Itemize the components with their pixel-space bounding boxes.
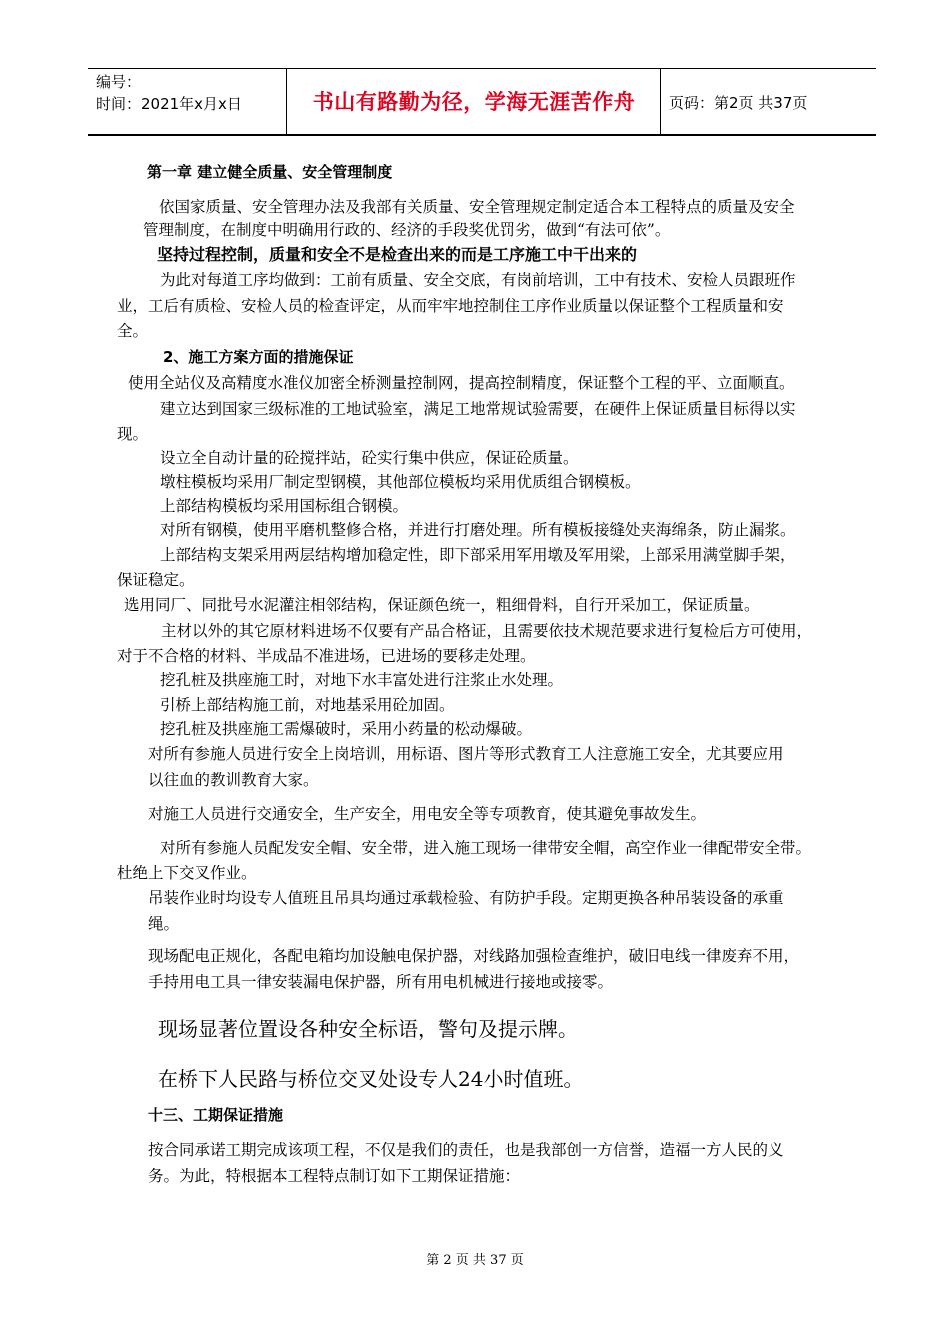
paragraph-11-line-2: 对于不合格的材料、半成品不准进场，已进场的要移走处理。 bbox=[117, 647, 536, 665]
paragraph-11-line-1: 主材以外的其它原材料进场不仅要有产品合格证，且需要依技术规范要求进行复检后方可使用， bbox=[161, 622, 813, 640]
paragraph-17-line-2: 杜绝上下交叉作业。 bbox=[117, 864, 257, 882]
paragraph-9-line-2: 保证稳定。 bbox=[117, 571, 195, 589]
paragraph-1-line-2: 管理制度，在制度中明确用行政的、经济的手段奖优罚劣，做到“有法可依”。 bbox=[143, 221, 671, 239]
paragraph-9-line-1: 上部结构支架采用两层结构增加稳定性，即下部采用军用墩及军用梁，上部采用满堂脚手架， bbox=[160, 546, 796, 564]
paragraph-2-line-2: 业，工后有质检、安检人员的检查评定，从而牢牢地控制住工序作业质量以保证整个工程质量和安 bbox=[117, 297, 784, 315]
paragraph-19-line-2: 手持用电工具一律安装漏电保护器，所有用电机械进行接地或接零。 bbox=[148, 973, 614, 991]
paragraph-2-line-3: 全。 bbox=[117, 322, 149, 340]
paragraph-16: 对施工人员进行交通安全，生产安全，用电安全等专项教育，使其避免事故发生。 bbox=[148, 805, 707, 823]
paragraph-22-line-1: 按合同承诺工期完成该项工程，不仅是我们的责任，也是我部创一方信誉，造福一方人民的义 bbox=[148, 1141, 784, 1159]
paragraph-10: 选用同厂、同批号水泥灌注相邻结构，保证颜色统一，粗细骨料，自行开采加工，保证质量。 bbox=[124, 596, 760, 614]
time-label: 时间：2021年x月x日 bbox=[96, 95, 242, 113]
paragraph-21: 在桥下人民路与桥位交叉处设专人24小时值班。 bbox=[158, 1067, 584, 1091]
header-top-rule bbox=[88, 68, 876, 69]
paragraph-1-line-1: 依国家质量、安全管理办法及我部有关质量、安全管理规定制定适合本工程特点的质量及安全 bbox=[159, 198, 795, 216]
paragraph-20: 现场显著位置设各种安全标语，警句及提示牌。 bbox=[158, 1017, 578, 1041]
section-13-heading: 十三、工期保证措施 bbox=[148, 1106, 284, 1124]
paragraph-15-line-2: 以往血的教训教育大家。 bbox=[148, 771, 319, 789]
paragraph-4-line-2: 现。 bbox=[117, 425, 149, 443]
header-bottom-rule bbox=[88, 134, 876, 136]
paragraph-2-line-1: 为此对每道工序均做到：工前有质量、安全交底，有岗前培训，工中有技术、安检人员跟班作 bbox=[160, 271, 796, 289]
header-divider-left bbox=[286, 68, 287, 135]
paragraph-15-line-1: 对所有参施人员进行安全上岗培训，用标语、图片等形式教育工人注意施工安全，尤其要应用 bbox=[148, 745, 784, 763]
header-meta bbox=[96, 71, 242, 115]
paragraph-18-line-2: 绳。 bbox=[148, 915, 180, 933]
section-2-heading: 2、施工方案方面的措施保证 bbox=[163, 348, 354, 366]
paragraph-12: 挖孔桩及拱座施工时，对地下水丰富处进行注浆止水处理。 bbox=[160, 671, 564, 689]
page-footer: 第 2 页 共 37 页 bbox=[426, 1253, 524, 1268]
paragraph-6: 墩柱模板均采用厂制定型钢模，其他部位模板均采用优质组合钢模板。 bbox=[160, 473, 641, 491]
paragraph-17-line-1: 对所有参施人员配发安全帽、安全带，进入施工现场一律带安全帽，高空作业一律配带安全带。 bbox=[160, 839, 812, 857]
chapter-heading: 第一章 建立健全质量、安全管理制度 bbox=[147, 163, 393, 181]
process-heading: 坚持过程控制，质量和安全不是检查出来的而是工序施工中干出来的 bbox=[157, 245, 638, 264]
paragraph-13: 引桥上部结构施工前，对地基采用砼加固。 bbox=[160, 696, 455, 714]
paragraph-22-line-2: 务。为此，特根据本工程特点制订如下工期保证措施： bbox=[148, 1167, 521, 1185]
code-label: 编号： bbox=[96, 73, 142, 91]
paragraph-7: 上部结构模板均采用国标组合钢模。 bbox=[160, 497, 409, 515]
paragraph-18-line-1: 吊装作业时均设专人值班且吊具均通过承载检验、有防护手段。定期更换各种吊装设备的承重 bbox=[148, 889, 784, 907]
paragraph-3: 使用全站仪及高精度水准仪加密全桥测量控制网，提高控制精度，保证整个工程的平、立面顺直。 bbox=[128, 374, 795, 392]
paragraph-14: 挖孔桩及拱座施工需爆破时，采用小药量的松动爆破。 bbox=[160, 720, 533, 738]
header-motto: 书山有路勤为径，学海无涯苦作舟 bbox=[312, 90, 636, 114]
paragraph-19-line-1: 现场配电正规化，各配电箱均加设触电保护器，对线路加强检查维护，破旧电线一律废弃不用， bbox=[148, 947, 800, 965]
paragraph-8: 对所有钢模，使用平磨机整修合格，并进行打磨处理。所有模板接缝处夹海绵条，防止漏浆。 bbox=[160, 521, 796, 539]
paragraph-4-line-1: 建立达到国家三级标准的工地试验室，满足工地常规试验需要，在硬件上保证质量目标得以实 bbox=[160, 400, 796, 418]
header-divider-right bbox=[660, 68, 661, 135]
paragraph-5: 设立全自动计量的砼搅拌站，砼实行集中供应，保证砼质量。 bbox=[160, 449, 579, 467]
header-page-info: 页码：第2页 共37页 bbox=[669, 94, 808, 112]
